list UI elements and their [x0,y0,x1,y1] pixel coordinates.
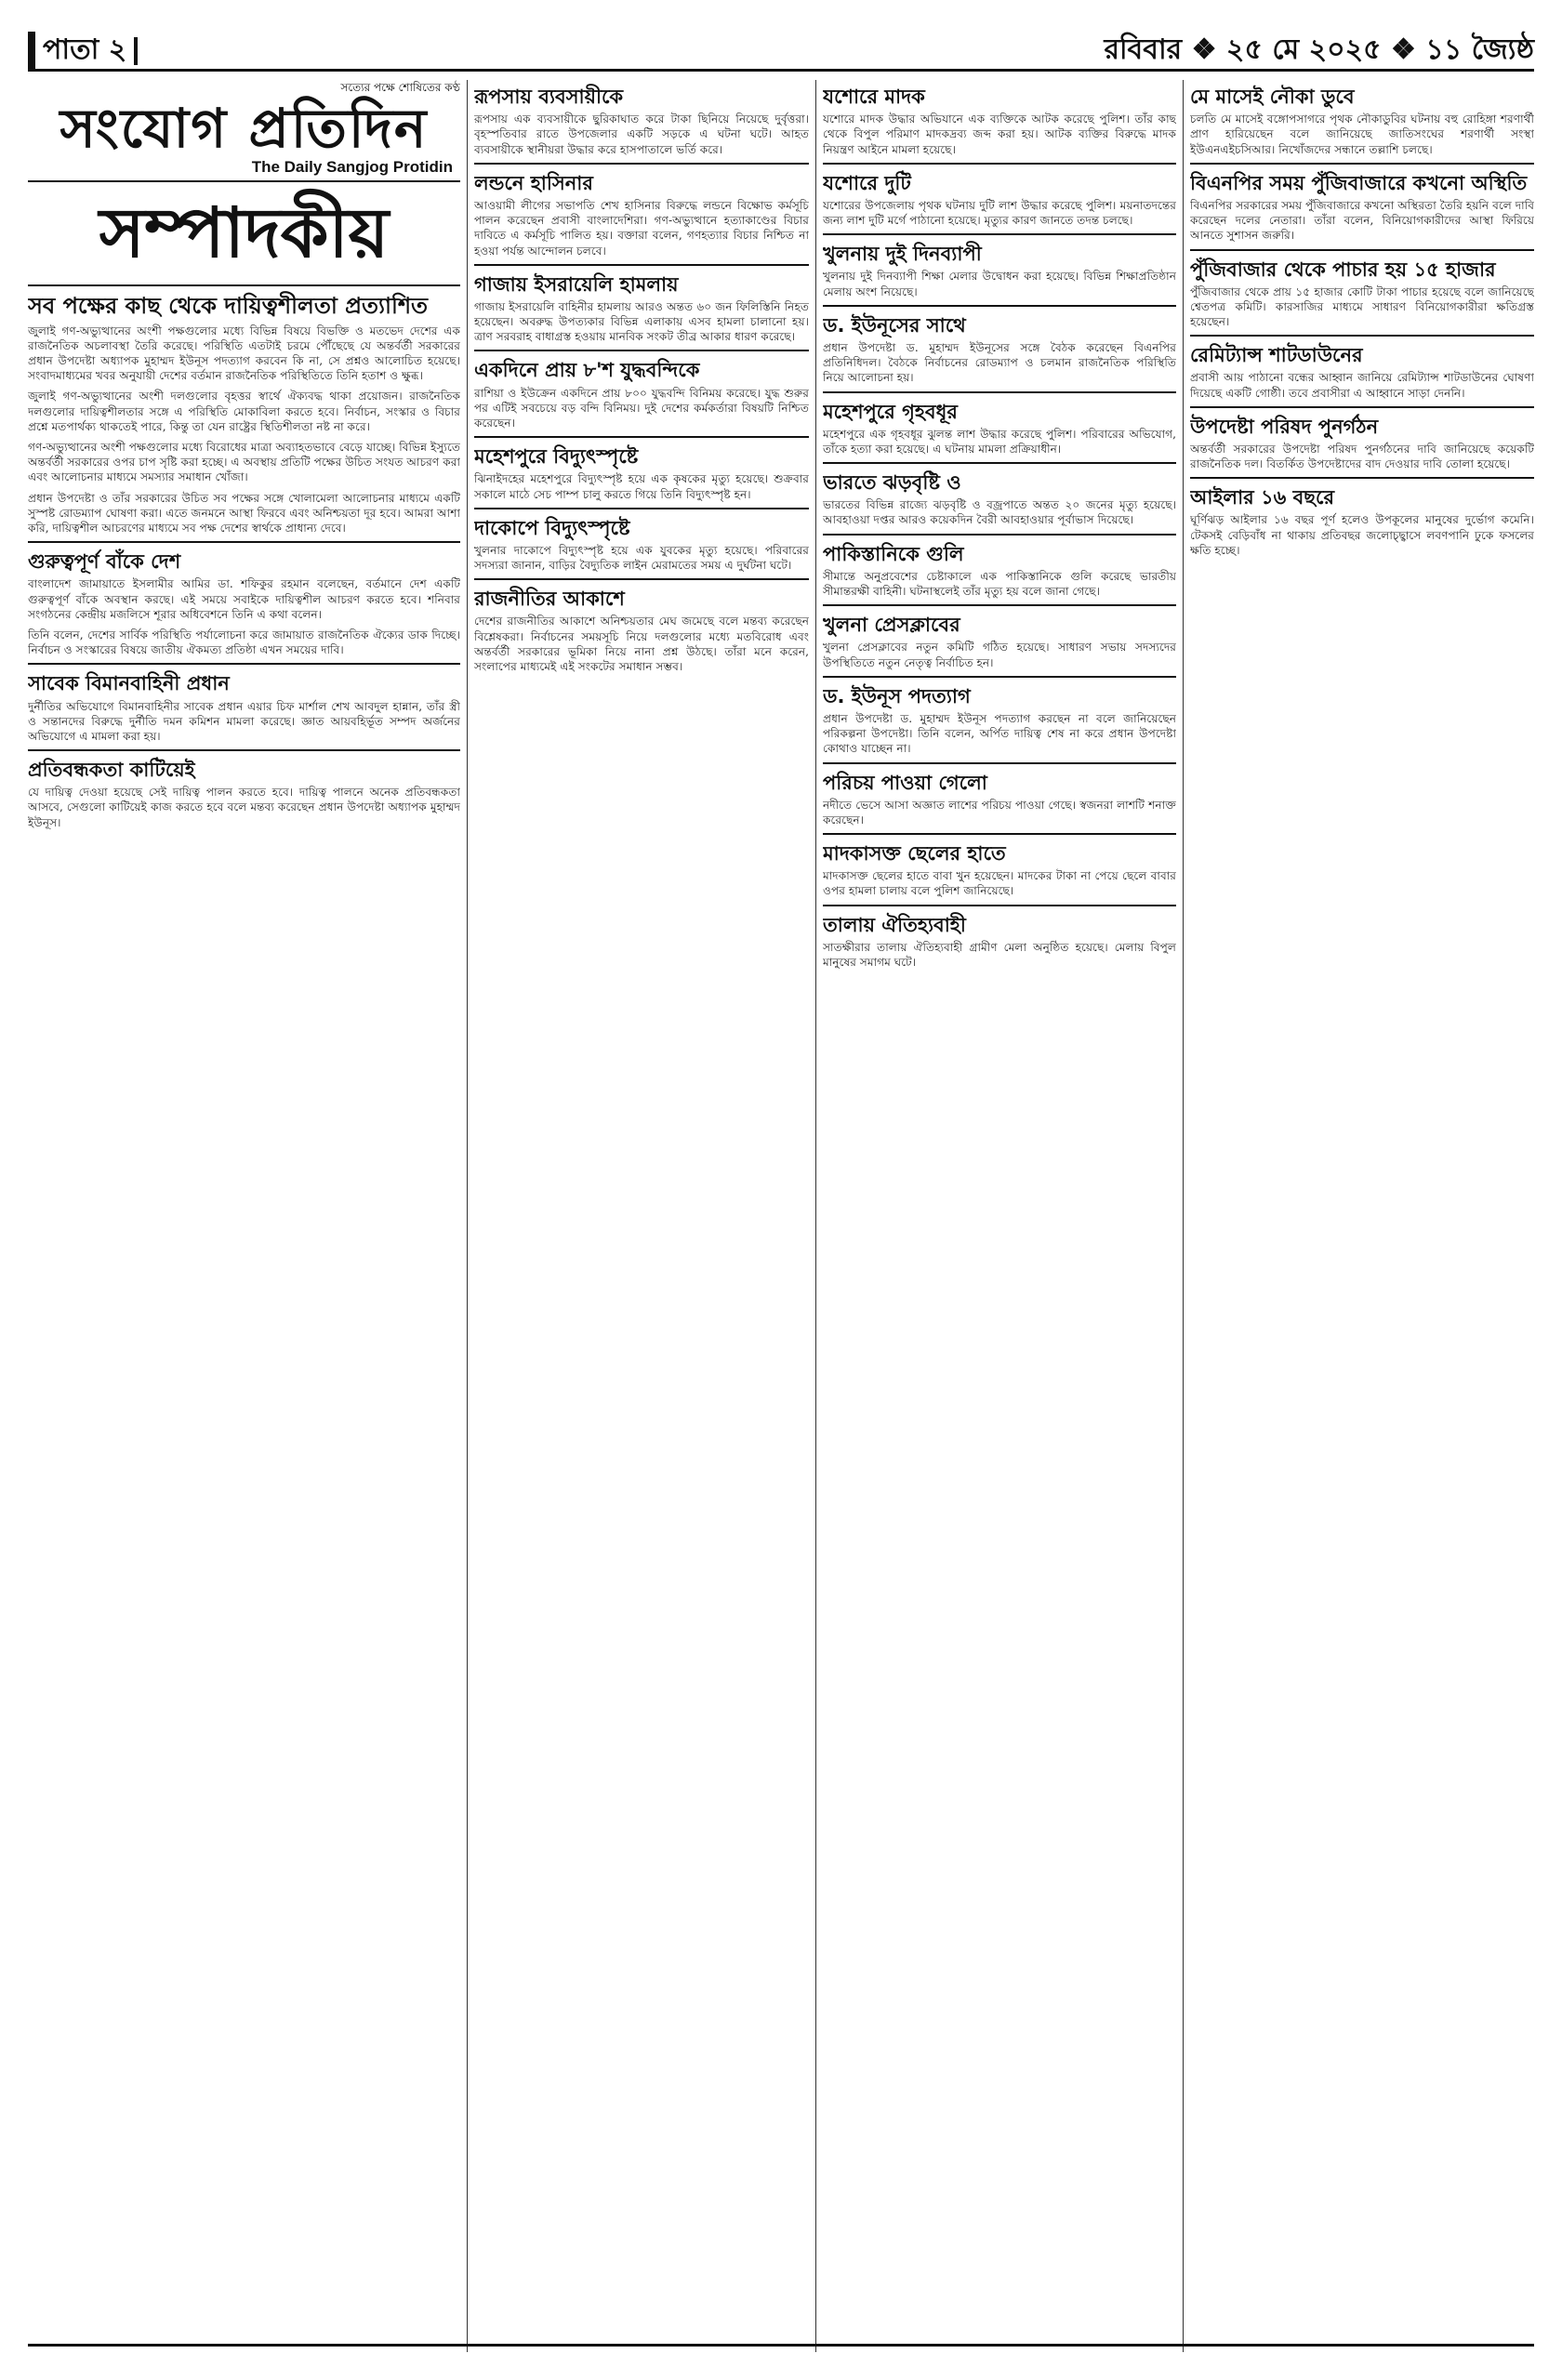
article-paragraph: যশোরে মাদক উদ্ধার অভিযানে এক ব্যক্তিকে আটক করেছে পুলিশ। তাঁর কাছ থেকে বিপুল পরিমাণ মাদকদ্রব্য জব্দ করা হয়। আটক ব্যক্তির বিরুদ্ধে মাদক নিয়ন্ত্রণ আইনে মামলা হয়েছে। [823,112,1176,156]
article-paragraph: প্রধান উপদেষ্টা ড. মুহাম্মদ ইউনূসের সঙ্গে বৈঠক করেছেন বিএনপির প্রতিনিধিদল। বৈঠকে নির্বাচনের রোডম্যাপ ও চলমান রাজনৈতিক পরিস্থিতি নিয়ে আলোচনা হয়। [823,340,1176,385]
column-divider [815,80,816,2352]
article-paragraph: অন্তর্বর্তী সরকারের উপদেষ্টা পরিষদ পুনর্গঠনের দাবি জানিয়েছে কয়েকটি রাজনৈতিক দল। বিতর্কিত উপদেষ্টাদের বাদ দেওয়ার দাবি তোলা হয়েছে। [1190,442,1534,471]
article [474,578,809,674]
article-headline[interactable]: খুলনায় দুই দিনব্যাপী [823,243,982,266]
article-headline[interactable]: মহেশপুরে বিদ্যুৎস্পৃষ্টে [474,445,639,469]
column-divider [1183,80,1184,2352]
article-headline[interactable]: ড. ইউনূসের সাথে [823,313,966,337]
column-4 [1190,80,1534,2352]
article-paragraph: গণ-অভ্যুত্থানের অংশী পক্ষগুলোর মধ্যে বিরোধের মাত্রা অব্যাহতভাবে বেড়ে যাচ্ছে। বিভিন্ন ইস্যুতে অন্তর্বর্তী সরকারের ওপর চাপ সৃষ্টি করা হচ্ছে। এ অবস্থায় প্রতিটি পক্ষের উচিত সংযত আচরণ করা এবং আলোচনার মাধ্যমে সমস্যার সমাধান খোঁজা। [28,441,460,484]
article-paragraph: সীমান্তে অনুপ্রবেশের চেষ্টাকালে এক পাকিস্তানিকে গুলি করেছে ভারতীয় সীমান্তরক্ষী বাহিনী। ঘটনাস্থলেই তাঁর মৃত্যু হয় বলে জানা গেছে। [823,569,1176,599]
divider [134,37,138,65]
article-headline[interactable]: রূপসায় ব্যবসায়ীকে [474,86,624,108]
article-headline[interactable]: আইলার ১৬ বছরে [1190,486,1335,509]
article-headline[interactable]: উপদেষ্টা পরিষদ পুনর্গঠন [1190,415,1379,438]
article-headline[interactable]: খুলনা প্রেসক্লাবের [823,614,960,637]
article-headline[interactable]: একদিনে প্রায় ৮'শ যুদ্ধবন্দিকে [474,359,700,382]
article-paragraph: চলতি মে মাসেই বঙ্গোপসাগরে পৃথক নৌকাডুবির ঘটনায় বহু রোহিঙ্গা শরণার্থী প্রাণ হারিয়েছেন বলে জানিয়েছে জাতিসংঘের শরণার্থী সংস্থা ইউএনএইচসিআর। নিখোঁজদের সন্ধানে তল্লাশি চলছে। [1190,112,1534,156]
page-number: পাতা ২ [28,32,138,69]
date-line: রবিবার ❖ ২৫ মে ২০২৫ ❖ ১১ জ্যৈষ্ঠ [1104,33,1534,66]
article-headline[interactable]: গুরুত্বপূর্ণ বাঁকে দেশ [28,550,181,574]
article [823,762,1176,828]
article [823,676,1176,757]
article-headline[interactable]: যশোরে দুটি [823,171,911,194]
article [474,264,809,345]
masthead-english-title: The Daily Sangjog Protidin [251,158,453,176]
article-paragraph: খুলনার দাকোপে বিদ্যুৎস্পৃষ্ট হয়ে এক যুবকের মৃত্যু হয়েছে। পরিবারের সদস্যরা জানান, বাড়ির বৈদ্যুতিক লাইন মেরামতের সময় এ দুর্ঘটনা ঘটে। [474,543,809,573]
article-paragraph: মহেশপুরে এক গৃহবধূর ঝুলন্ত লাশ উদ্ধার করেছে পুলিশ। পরিবারের অভিযোগ, তাঁকে হত্যা করা হয়েছে। এ ঘটনায় মামলা প্রক্রিয়াধীন। [823,427,1176,456]
masthead-title: সংযোগ প্রতিদিন [60,97,429,160]
article-headline[interactable]: রেমিট্যান্স শাটডাউনের [1190,344,1363,367]
article-paragraph: গাজায় ইসরায়েলি বাহিনীর হামলায় আরও অন্তত ৬০ জন ফিলিস্তিনি নিহত হয়েছেন। অবরুদ্ধ উপত্যকার বিভিন্ন এলাকায় এসব হামলা চালানো হয়। ত্রাণ সরবরাহ বাধাগ্রস্ত হওয়ায় মানবিক সংকট তীব্র আকার ধারণ করেছে। [474,299,809,344]
article-paragraph: রূপসায় এক ব্যবসায়ীকে ছুরিকাঘাত করে টাকা ছিনিয়ে নিয়েছে দুর্বৃত্তরা। বৃহস্পতিবার রাতে উপজেলার একটি সড়কে এ ঘটনা ঘটে। আহত ব্যবসায়ীকে স্থানীয়রা উদ্ধার করে হাসপাতালে ভর্তি করে। [474,112,809,156]
article [823,462,1176,528]
column-1 [28,80,460,2352]
masthead [28,80,460,182]
column-3-articles [823,86,1176,970]
column-3 [823,80,1176,2352]
article-paragraph: তিনি বলেন, দেশের সার্বিক পরিস্থিতি পর্যালোচনা করে জামায়াত রাজনৈতিক ঐক্যের ডাক দিচ্ছে। নির্বাচন ও সংস্কারের বিষয়ে জাতীয় ঐকমত্য প্রতিষ্ঠা এখন সময়ের দাবি। [28,628,460,657]
article [28,294,460,536]
article-headline[interactable]: যশোরে মাদক [823,86,925,108]
article-paragraph: খুলনায় দুই দিনব্যাপী শিক্ষা মেলার উদ্বোধন করা হয়েছে। বিভিন্ন শিক্ষাপ্রতিষ্ঠান মেলায় অংশ নিয়েছে। [823,270,1176,298]
column-4-articles [1190,86,1534,558]
article [823,905,1176,971]
article-paragraph: যে দায়িত্ব দেওয়া হয়েছে সেই দায়িত্ব পালন করতে হবে। দায়িত্ব পালনে অনেক প্রতিবন্ধকতা আসবে, সেগুলো কাটিয়েই কাজ করতে হবে বলে মন্তব্য করেছেন প্রধান উপদেষ্টা অধ্যাপক মুহাম্মদ ইউনূস। [28,786,460,829]
article-paragraph: প্রধান উপদেষ্টা ও তাঁর সরকারের উচিত সব পক্ষের সঙ্গে খোলামেলা আলোচনার মাধ্যমে একটি সুস্পষ্ট রোডম্যাপ ঘোষণা করা। এতে জনমনে আস্থা ফিরবে এবং অনিশ্চয়তা দূর হবে। আমরা আশা করি, দায়িত্বশীল আচরণের মাধ্যমে সব পক্ষ দেশের স্বার্থকে প্রাধান্য দেবে। [28,491,460,536]
article [474,436,809,502]
article [1190,163,1534,244]
article-headline[interactable]: মে মাসেই নৌকা ডুবে [1190,86,1355,108]
article-headline[interactable]: প্রতিবন্ধকতা কাটিয়েই [28,759,195,782]
article [823,305,1176,386]
article-paragraph: ভারতের বিভিন্ন রাজ্যে ঝড়বৃষ্টি ও বজ্রপাতে অন্তত ২০ জনের মৃত্যু হয়েছে। আবহাওয়া দপ্তর আরও কয়েকদিন বৈরী আবহাওয়ার পূর্বাভাস দিয়েছে। [823,498,1176,527]
article-paragraph: জুলাই গণ-অভ্যুত্থানের অংশী দলগুলোর বৃহত্তর স্বার্থে ঐক্যবদ্ধ থাকা প্রয়োজন। রাজনৈতিক দলগুলোর দায়িত্বশীলতার সঙ্গে এ পরিস্থিতি মোকাবিলা করতে হবে। নির্বাচন, সংস্কার ও বিচার প্রশ্নে মতপার্থক্য থাকতেই পারে, কিন্তু তা যেন রাষ্ট্রের স্থিতিশীলতা নষ্ট না করে। [28,390,460,433]
article [1190,335,1534,401]
article [823,833,1176,899]
newspaper-page [28,28,1534,2352]
article-paragraph: দেশের রাজনীতির আকাশে অনিশ্চয়তার মেঘ জমেছে বলে মন্তব্য করেছেন বিশ্লেষকরা। নির্বাচনের সময়সূচি নিয়ে দলগুলোর মধ্যে মতবিরোধ এবং অন্তর্বর্তী সরকারের ভূমিকা নিয়ে নানা প্রশ্ন উঠছে। তাঁরা মনে করেন, সংলাপের মাধ্যমেই এই সংকটের সমাধান সম্ভব। [474,615,809,674]
article-headline[interactable]: মাদকাসক্ত ছেলের হাতে [823,842,1006,866]
article-paragraph: খুলনা প্রেসক্লাবের নতুন কমিটি গঠিত হয়েছে। সাধারণ সভায় সদস্যদের উপস্থিতিতে নতুন নেতৃত্ব নির্বাচিত হন। [823,641,1176,669]
article-headline[interactable]: পরিচয় পাওয়া গেলো [823,771,987,794]
article-paragraph: নদীতে ভেসে আসা অজ্ঞাত লাশের পরিচয় পাওয়া গেছে। স্বজনরা লাশটি শনাক্ত করেছেন। [823,798,1176,826]
article-paragraph: বাংলাদেশ জামায়াতে ইসলামীর আমির ডা. শফিকুর রহমান বলেছেন, বর্তমানে দেশ একটি গুরুত্বপূর্ণ বাঁকে অবস্থান করছে। এই সময়ে সবাইকে দায়িত্বশীল আচরণ করতে হবে। শনিবার সংগঠনের কেন্দ্রীয় মজলিসে শূরার অধিবেশনে তিনি এ কথা বলেন। [28,577,460,621]
article-headline[interactable]: পুঁজিবাজার থেকে পাচার হয় ১৫ হাজার [1190,258,1496,281]
column-2 [474,80,809,2352]
article-headline[interactable]: লন্ডনে হাসিনার [474,171,593,194]
article [474,163,809,258]
article-paragraph: ঝিনাইদহের মহেশপুরে বিদ্যুৎস্পৃষ্ট হয়ে এক কৃষকের মৃত্যু হয়েছে। শুক্রবার সকালে মাঠে সেচ পাম্প চালু করতে গিয়ে তিনি বিদ্যুৎস্পৃষ্ট হন। [474,472,809,501]
article [823,391,1176,457]
article-paragraph: জুলাই গণ-অভ্যুত্থানের অংশী পক্ষগুলোর মধ্যে বিভিন্ন বিষয়ে বিভক্তি ও মতভেদ দেশের এক রাজনৈতিক অচলাবস্থা তৈরি করেছে। পরিস্থিতি এতটাই চরমে পৌঁছেছে যে অন্তর্বর্তী সরকারের প্রধান উপদেষ্টা অধ্যাপক মুহাম্মদ ইউনূস পদত্যাগ করবেন কি না, সে প্রশ্নও আলোচিত হয়েছে। সংবাদমাধ্যমের খবর অনুযায়ী দেশের বর্তমান রাজনৈতিক পরিস্থিতিতে তিনি হতাশ ও ক্ষুব্ধ। [28,324,460,383]
article-headline[interactable]: সব পক্ষের কাছ থেকে দায়িত্বশীলতা প্রত্যাশিত [28,293,429,319]
article-paragraph: বিএনপির সরকারের সময় পুঁজিবাজারে কখনো অস্থিরতা তৈরি হয়নি বলে দাবি করেছেন দলের নেতারা। তাঁরা বলেন, বিনিয়োগকারীদের আস্থা ফিরিয়ে আনতে সুশাসন জরুরি। [1190,198,1534,243]
article [823,604,1176,670]
article [28,749,460,830]
article [1190,249,1534,330]
article-paragraph: প্রধান উপদেষ্টা ড. মুহাম্মদ ইউনূস পদত্যাগ করছেন না বলে জানিয়েছেন পরিকল্পনা উপদেষ্টা। তিনি বলেন, অর্পিত দায়িত্ব শেষ না করে প্রধান উপদেষ্টা কোথাও যাচ্ছেন না। [823,711,1176,756]
article-paragraph: আওয়ামী লীগের সভাপতি শেখ হাসিনার বিরুদ্ধে লন্ডনে বিক্ষোভ কর্মসূচি পালন করেছেন প্রবাসী বাংলাদেশিরা। গণ-অভ্যুত্থানে হত্যাকাণ্ডের বিচার দাবিতে এ কর্মসূচি পালিত হয়। বক্তারা বলেন, গণহত্যার বিচার নিশ্চিত না হওয়া পর্যন্ত আন্দোলন চলবে। [474,198,809,258]
article [823,86,1176,157]
article [1190,86,1534,157]
article-headline[interactable]: বিএনপির সময় পুঁজিবাজারে কখনো অস্থিতি [1190,171,1528,194]
article-headline[interactable]: ড. ইউনূস পদত্যাগ [823,684,971,707]
article [28,663,460,744]
article-paragraph: দুর্নীতির অভিযোগে বিমানবাহিনীর সাবেক প্রধান এয়ার চিফ মার্শাল শেখ আবদুল হান্নান, তাঁর স্ত্রী ও সন্তানদের বিরুদ্ধে দুর্নীতি দমন কমিশন মামলা করেছে। জ্ঞাত আয়বহির্ভূত সম্পদ অর্জনের অভিযোগে এ মামলা করা হয়। [28,699,460,743]
article-paragraph: যশোরের উপজেলায় পৃথক ঘটনায় দুটি লাশ উদ্ধার করেছে পুলিশ। ময়নাতদন্তের জন্য লাশ দুটি মর্গে পাঠানো হয়েছে। মৃত্যুর কারণ জানতে তদন্ত চলছে। [823,198,1176,228]
article-paragraph: ঘূর্ণিঝড় আইলার ১৬ বছর পূর্ণ হলেও উপকূলের মানুষের দুর্ভোগ কমেনি। টেকসই বেড়িবাঁধ না থাকায় প্রতিবছর জলোচ্ছ্বাসে লবণপানি ঢুকে ফসলের ক্ষতি হচ্ছে। [1190,513,1534,557]
masthead-tagline: সত্যের পক্ষে শোষিতের কণ্ঠ [340,81,460,94]
article [474,86,809,157]
column-1-articles [28,294,460,830]
article-paragraph: সাতক্ষীরার তালায় ঐতিহ্যবাহী গ্রামীণ মেলা অনুষ্ঠিত হয়েছে। মেলায় বিপুল মানুষের সমাগম ঘটে। [823,940,1176,969]
column-2-articles [474,86,809,674]
article [1190,406,1534,472]
article-headline[interactable]: গাজায় ইসরায়েলি হামলায় [474,272,679,296]
article [823,163,1176,229]
article [1190,477,1534,558]
section-title: সম্পাদকীয় [28,182,460,286]
bottom-rule [28,2344,1534,2347]
top-bar [28,28,1534,72]
article [474,350,809,430]
article [28,541,460,657]
article-headline[interactable]: রাজনীতির আকাশে [474,588,625,611]
article-paragraph: প্রবাসী আয় পাঠানো বন্ধের আহ্বান জানিয়ে রেমিট্যান্স শাটডাউনের ঘোষণা দিয়েছে একটি গোষ্ঠী। তবে প্রবাসীরা এ আহ্বানে সাড়া দেননি। [1190,371,1534,400]
article-headline[interactable]: পাকিস্তানিকে গুলি [823,542,964,565]
article [823,534,1176,600]
article-headline[interactable]: মহেশপুরে গৃহবধূর [823,400,958,423]
column-divider [467,80,468,2352]
article-paragraph: পুঁজিবাজার থেকে প্রায় ১৫ হাজার কোটি টাকা পাচার হয়েছে বলে জানিয়েছে শ্বেতপত্র কমিটি। কারসাজির মাধ্যমে সাধারণ বিনিয়োগকারীরা ক্ষতিগ্রস্ত হয়েছেন। [1190,284,1534,329]
article [823,233,1176,299]
article-paragraph: রাশিয়া ও ইউক্রেন একদিনে প্রায় ৮০০ যুদ্ধবন্দি বিনিময় করেছে। যুদ্ধ শুরুর পর এটিই সবচেয়ে বড় বন্দি বিনিময়। দুই দেশের কর্মকর্তারা বিষয়টি নিশ্চিত করেছেন। [474,386,809,430]
article-headline[interactable]: তালায় ঐতিহ্যবাহী [823,913,966,936]
article-headline[interactable]: সাবেক বিমানবাহিনী প্রধান [28,672,230,695]
article-headline[interactable]: দাকোপে বিদ্যুৎস্পৃষ্টে [474,516,630,539]
article-paragraph: মাদকাসক্ত ছেলের হাতে বাবা খুন হয়েছেন। মাদকের টাকা না পেয়ে ছেলে বাবার ওপর হামলা চালায় বলে পুলিশ জানিয়েছে। [823,869,1176,898]
article [474,508,809,574]
article-headline[interactable]: ভারতে ঝড়বৃষ্টি ও [823,471,961,495]
